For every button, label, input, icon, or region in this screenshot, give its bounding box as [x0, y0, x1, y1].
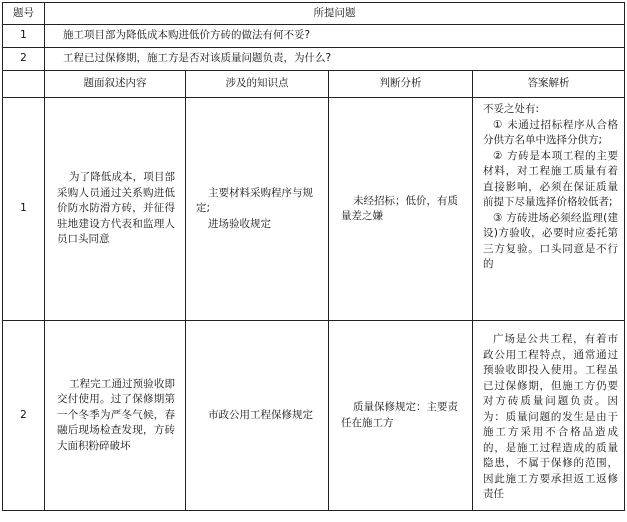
knowledge-item: 进场验收规定: [208, 217, 271, 230]
table-row: [3, 321, 625, 511]
row-analysis: [329, 321, 473, 511]
question-text: 施工项目部为降低成本购进低价方砖的做法有何不妥?: [45, 25, 625, 48]
header-row: [3, 3, 625, 25]
row-content-text: 工程完工通过预验收即交付使用。过了保修期第一个冬季为严冬气候，春融后现场检查发现，方砖大面积粉碎破坏: [57, 377, 175, 452]
question-text: 工程已过保修期，施工方是否对该质量问题负责，为什么?: [45, 48, 625, 71]
row-content: [45, 98, 186, 321]
answer-para: ② 方砖是本项工程的主要材料，对工程施工质量有着直接影响，必须在保证质量前提下尽量选择价格较低者;: [483, 149, 618, 208]
subheader-analysis: 判断分析: [329, 71, 473, 98]
knowledge-item: 主要材料采购程序与规定;: [196, 186, 313, 215]
answer-para: 广场是公共工程，有着市政公用工程特点，通常通过预验收即投入使用。工程虽已过保修期，但施工方仍要对方砖质量问题负责。因为：质量问题的发生是由于施工方采用不合格品造成的，是施工过程造成的质量隐患，不属于保修的范围，因此施工方要承担返工返修责任: [483, 333, 618, 501]
row-content: [45, 321, 186, 511]
subheader-knowledge: 涉及的知识点: [186, 71, 329, 98]
table-row: [3, 98, 625, 321]
question-number: 1: [3, 25, 45, 48]
header-number: 题号: [3, 3, 45, 25]
row-answer: [473, 98, 625, 321]
row-content-text: 为了降低成本，项目部采购人员通过关系购进低价防水防滑方砖，并征得驻地建设方代表和监理人员口头同意: [57, 171, 175, 246]
subheader-blank: [3, 71, 45, 98]
subheader-content: 题面叙述内容: [45, 71, 186, 98]
row-knowledge: [186, 321, 329, 511]
row-number: 2: [3, 321, 45, 511]
subheader-answer: 答案解析: [473, 71, 625, 98]
subheader-row: [3, 71, 625, 98]
row-analysis-text: 未经招标；低价，有质量差之嫌: [341, 194, 458, 222]
question-row: [3, 25, 625, 48]
header-question: 所提问题: [45, 3, 625, 25]
row-number: 1: [3, 98, 45, 321]
question-number: 2: [3, 48, 45, 71]
row-analysis: [329, 98, 473, 321]
answer-para: ③ 方砖进场必须经监理(建设)方验收，必要时应委托第三方复验。口头同意是不行的: [483, 211, 618, 270]
knowledge-item: 市政公用工程保修规定: [208, 408, 313, 421]
answer-para: 不妥之处有:: [483, 103, 540, 115]
question-row: [3, 48, 625, 71]
row-analysis-text: 质量保修规定：主要责任在施工方: [341, 401, 458, 429]
qa-table: [2, 2, 625, 511]
row-answer: [473, 321, 625, 511]
row-knowledge: [186, 98, 329, 321]
answer-para: ① 未通过招标程序从合格分供方名单中选择分供方;: [483, 118, 618, 146]
